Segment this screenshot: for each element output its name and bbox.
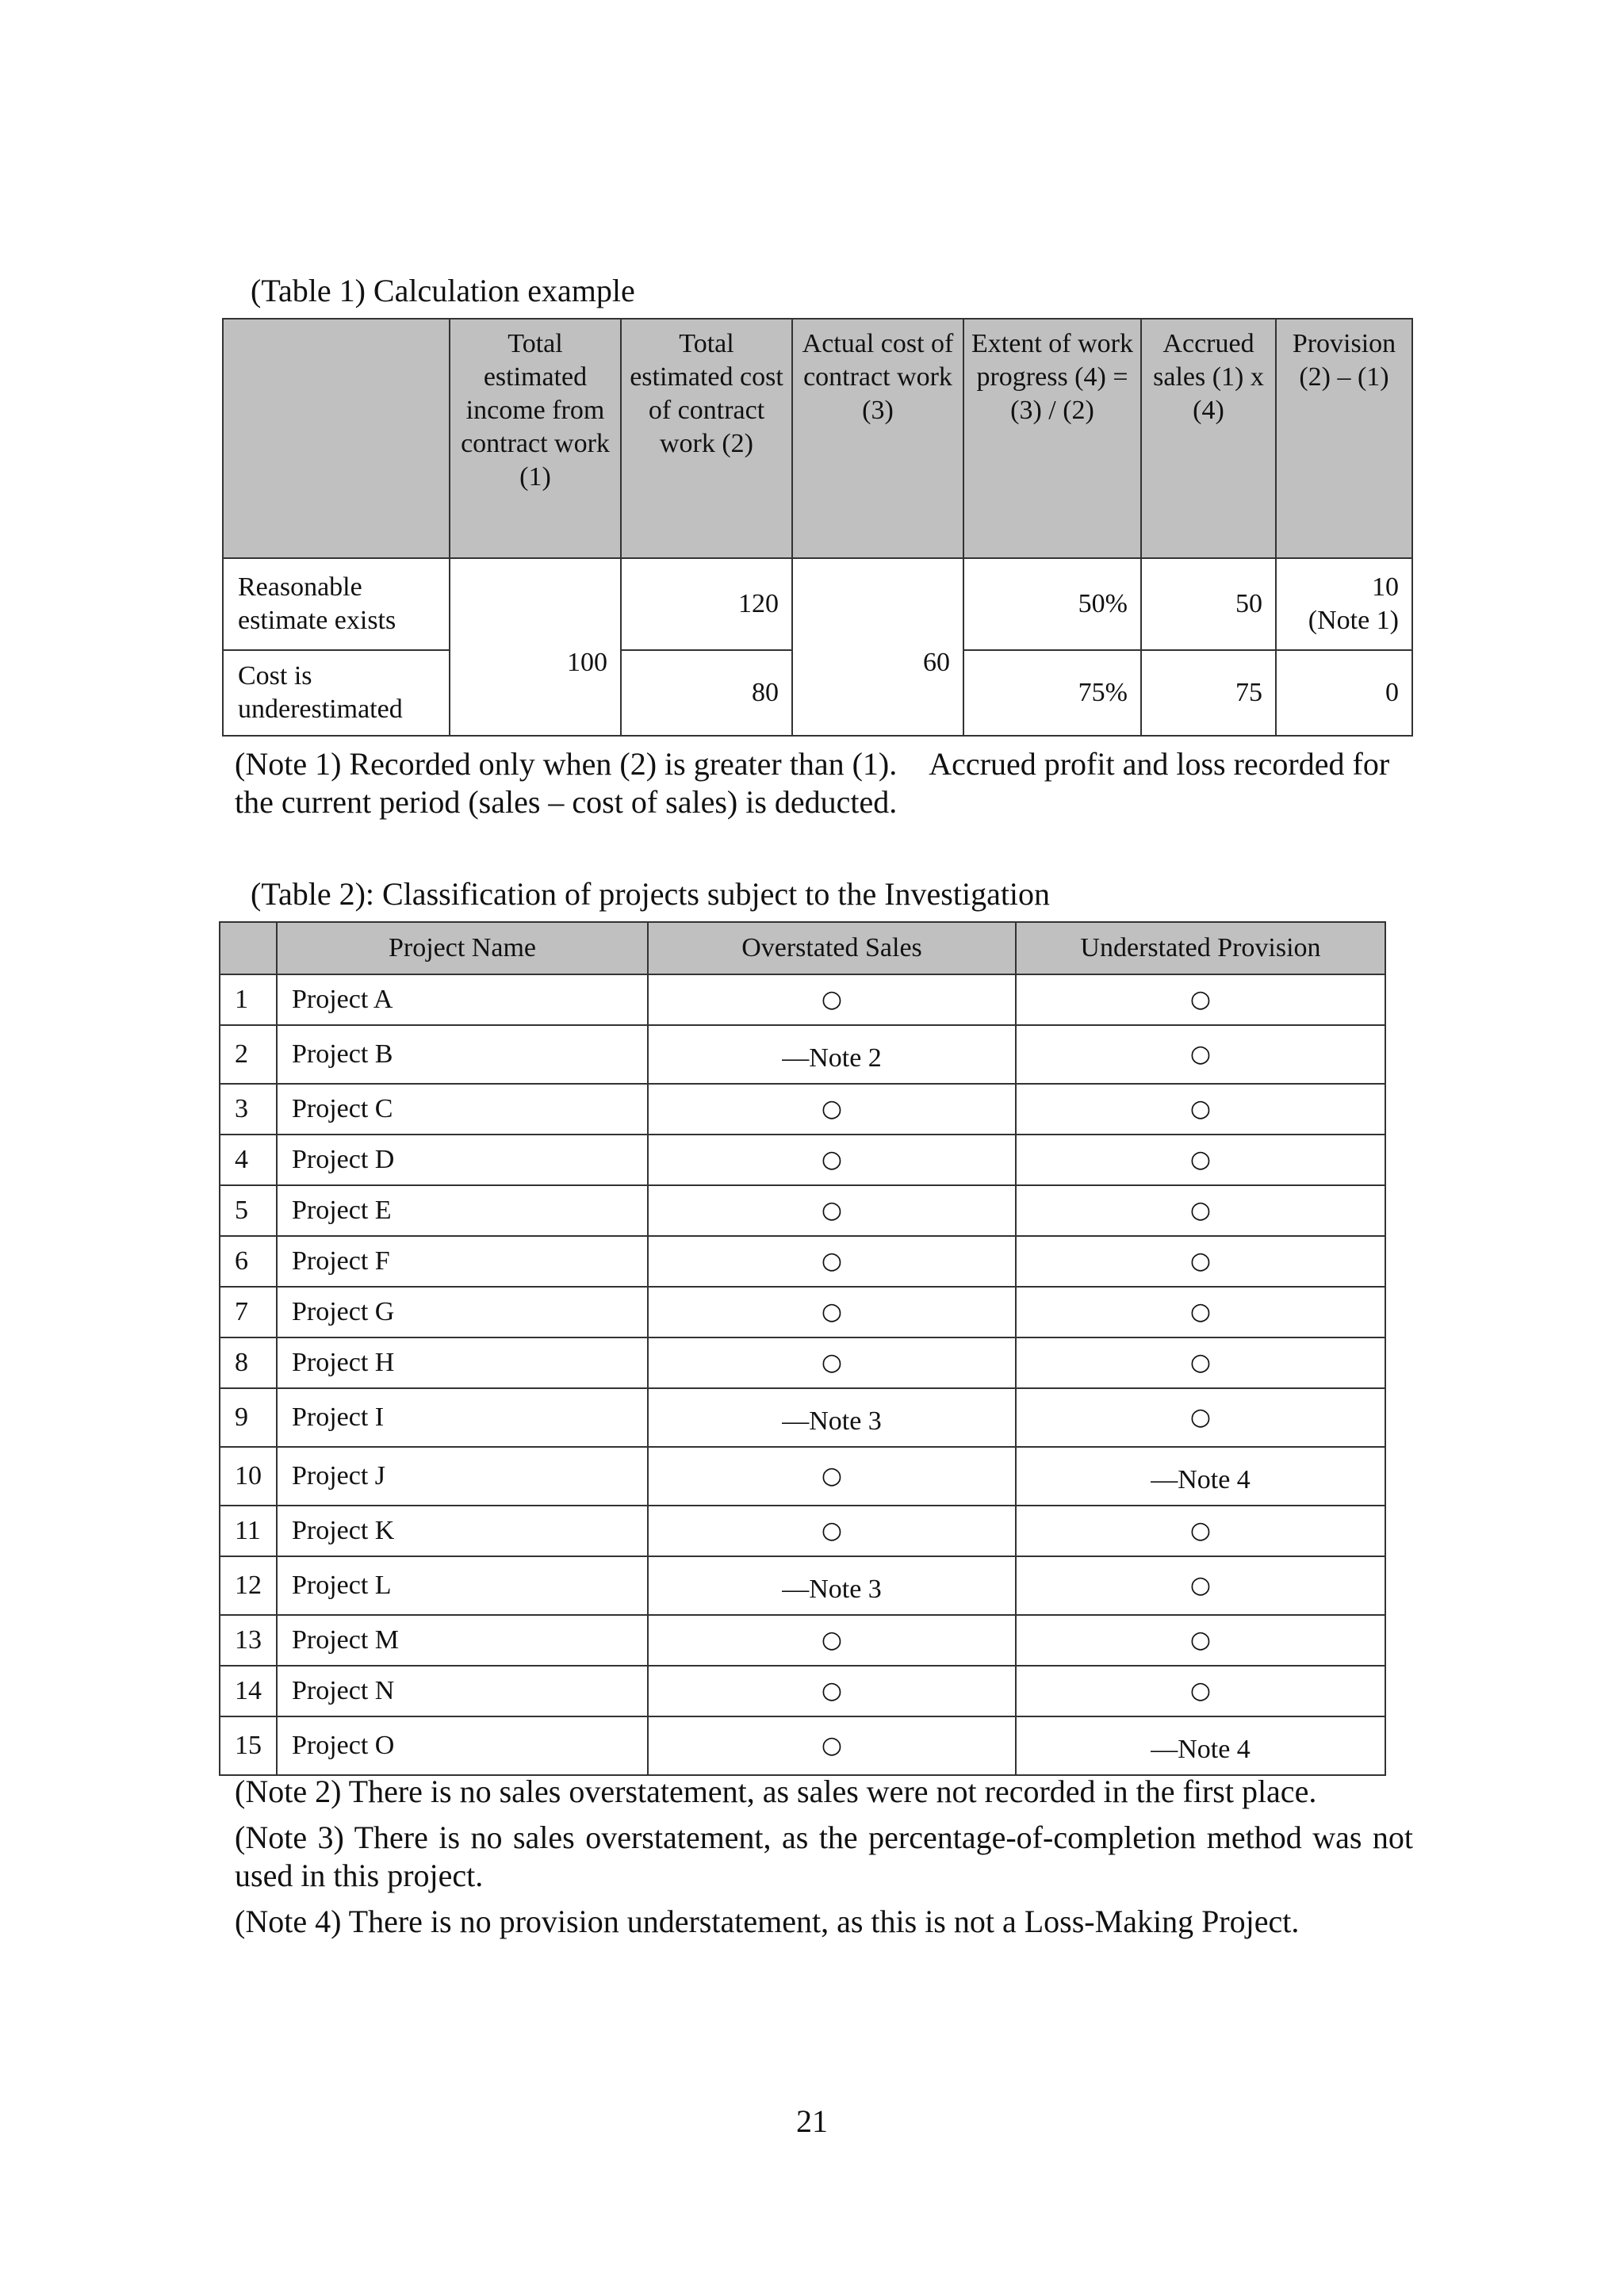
table2-body [220, 974, 1385, 1775]
table1-note: (Note 1) Recorded only when (2) is greater than (1). Accrued profit and loss recorded for the current period (sales – cost of sales) is deducted. [235, 746, 1390, 820]
row-index: 1 [220, 974, 277, 1025]
table2-header-row [220, 922, 1385, 974]
note-2: (Note 2) There is no sales overstatement, as sales were not recorded in the first place. [235, 1774, 1317, 1809]
table2-header-name: Project Name [277, 922, 648, 974]
understated-provision-cell: ○ [1016, 1135, 1385, 1185]
project-name: Project E [277, 1185, 648, 1236]
project-name: Project D [277, 1135, 648, 1185]
note-3: (Note 3) There is no sales overstatement, as the percentage-of-completion method was not used in this project. [235, 1820, 1413, 1893]
table-row [220, 1506, 1385, 1556]
row-index: 15 [220, 1716, 277, 1775]
overstated-sales-cell: —Note 2 [648, 1025, 1016, 1084]
project-name: Project F [277, 1236, 648, 1287]
overstated-sales-cell: ○ [648, 1447, 1016, 1506]
table-row [220, 1185, 1385, 1236]
overstated-sales-cell: —Note 3 [648, 1388, 1016, 1447]
understated-provision-cell: ○ [1016, 1506, 1385, 1556]
project-name: Project G [277, 1287, 648, 1337]
row-index: 12 [220, 1556, 277, 1615]
project-name: Project N [277, 1666, 648, 1716]
understated-provision-cell: ○ [1016, 1185, 1385, 1236]
row-index: 6 [220, 1236, 277, 1287]
project-name: Project C [277, 1084, 648, 1135]
overstated-sales-cell: ○ [648, 1615, 1016, 1666]
understated-provision-cell: ○ [1016, 974, 1385, 1025]
table-row [220, 1337, 1385, 1388]
actual-cost-value: 60 [792, 558, 963, 736]
understated-provision-cell: ○ [1016, 1287, 1385, 1337]
table-row [220, 1287, 1385, 1337]
overstated-sales-cell: ○ [648, 1287, 1016, 1337]
row-label: Cost is underestimated [223, 650, 450, 736]
project-name: Project M [277, 1615, 648, 1666]
project-name: Project K [277, 1506, 648, 1556]
est-cost-value: 80 [621, 650, 792, 736]
table1-row [223, 558, 1412, 650]
est-cost-value: 120 [621, 558, 792, 650]
table1-header-row [223, 319, 1412, 558]
row-label: Reasonable estimate exists [223, 558, 450, 650]
project-name: Project L [277, 1556, 648, 1615]
overstated-sales-cell: ○ [648, 1084, 1016, 1135]
understated-provision-cell: —Note 4 [1016, 1447, 1385, 1506]
project-name: Project H [277, 1337, 648, 1388]
project-name: Project I [277, 1388, 648, 1447]
row-index: 5 [220, 1185, 277, 1236]
row-index: 7 [220, 1287, 277, 1337]
understated-provision-cell: ○ [1016, 1025, 1385, 1084]
overstated-sales-cell: ○ [648, 1185, 1016, 1236]
overstated-sales-cell: —Note 3 [648, 1556, 1016, 1615]
overstated-sales-cell: ○ [648, 1236, 1016, 1287]
table2-caption: (Table 2): Classification of projects subject to the Investigation [251, 876, 1051, 912]
understated-provision-cell: ○ [1016, 1556, 1385, 1615]
project-name: Project B [277, 1025, 648, 1084]
row-index: 3 [220, 1084, 277, 1135]
row-index: 4 [220, 1135, 277, 1185]
table1-header-progress: Extent of work progress (4) = (3) / (2) [963, 319, 1141, 558]
provision-value [1276, 558, 1412, 650]
table1-header-provision: Provision (2) – (1) [1276, 319, 1412, 558]
provision-amount: 10 [1372, 572, 1399, 602]
row-index: 8 [220, 1337, 277, 1388]
table1-header-actual-cost: Actual cost of contract work (3) [792, 319, 963, 558]
income-value: 100 [450, 558, 621, 736]
calculation-example-table [222, 318, 1413, 737]
table-row [220, 1447, 1385, 1506]
understated-provision-cell: ○ [1016, 1666, 1385, 1716]
table2-header-sales: Overstated Sales [648, 922, 1016, 974]
table-row [220, 1025, 1385, 1084]
overstated-sales-cell: ○ [648, 1135, 1016, 1185]
overstated-sales-cell: ○ [648, 1506, 1016, 1556]
table-row [220, 974, 1385, 1025]
page-number: 21 [796, 2103, 828, 2139]
project-name: Project O [277, 1716, 648, 1775]
table-row [220, 1666, 1385, 1716]
row-index: 13 [220, 1615, 277, 1666]
table2-header-index [220, 922, 277, 974]
table2-header-provision: Understated Provision [1016, 922, 1385, 974]
understated-provision-cell: —Note 4 [1016, 1716, 1385, 1775]
understated-provision-cell: ○ [1016, 1388, 1385, 1447]
overstated-sales-cell: ○ [648, 974, 1016, 1025]
understated-provision-cell: ○ [1016, 1337, 1385, 1388]
overstated-sales-cell: ○ [648, 1337, 1016, 1388]
note-4: (Note 4) There is no provision understatement, as this is not a Loss-Making Project. [235, 1904, 1300, 1939]
understated-provision-cell: ○ [1016, 1084, 1385, 1135]
understated-provision-cell: ○ [1016, 1236, 1385, 1287]
row-index: 9 [220, 1388, 277, 1447]
understated-provision-cell: ○ [1016, 1615, 1385, 1666]
table-row [220, 1556, 1385, 1615]
progress-value: 50% [963, 558, 1141, 650]
table1-caption: (Table 1) Calculation example [251, 273, 635, 308]
row-index: 2 [220, 1025, 277, 1084]
table-row [220, 1388, 1385, 1447]
provision-value: 0 [1276, 650, 1412, 736]
project-name: Project J [277, 1447, 648, 1506]
table-row [220, 1716, 1385, 1775]
sales-value: 75 [1141, 650, 1276, 736]
table-row [220, 1135, 1385, 1185]
table1-header-income: Total estimated income from contract work (1) [450, 319, 621, 558]
row-index: 10 [220, 1447, 277, 1506]
table-row [220, 1236, 1385, 1287]
table-row [220, 1084, 1385, 1135]
table-row [220, 1615, 1385, 1666]
provision-note-ref: (Note 1) [1308, 606, 1399, 635]
project-classification-table [219, 921, 1386, 1776]
table1-header-sales: Accrued sales (1) x (4) [1141, 319, 1276, 558]
row-index: 11 [220, 1506, 277, 1556]
overstated-sales-cell: ○ [648, 1716, 1016, 1775]
row-index: 14 [220, 1666, 277, 1716]
sales-value: 50 [1141, 558, 1276, 650]
table1-header-est-cost: Total estimated cost of contract work (2) [621, 319, 792, 558]
project-name: Project A [277, 974, 648, 1025]
table1-header-blank [223, 319, 450, 558]
overstated-sales-cell: ○ [648, 1666, 1016, 1716]
progress-value: 75% [963, 650, 1141, 736]
